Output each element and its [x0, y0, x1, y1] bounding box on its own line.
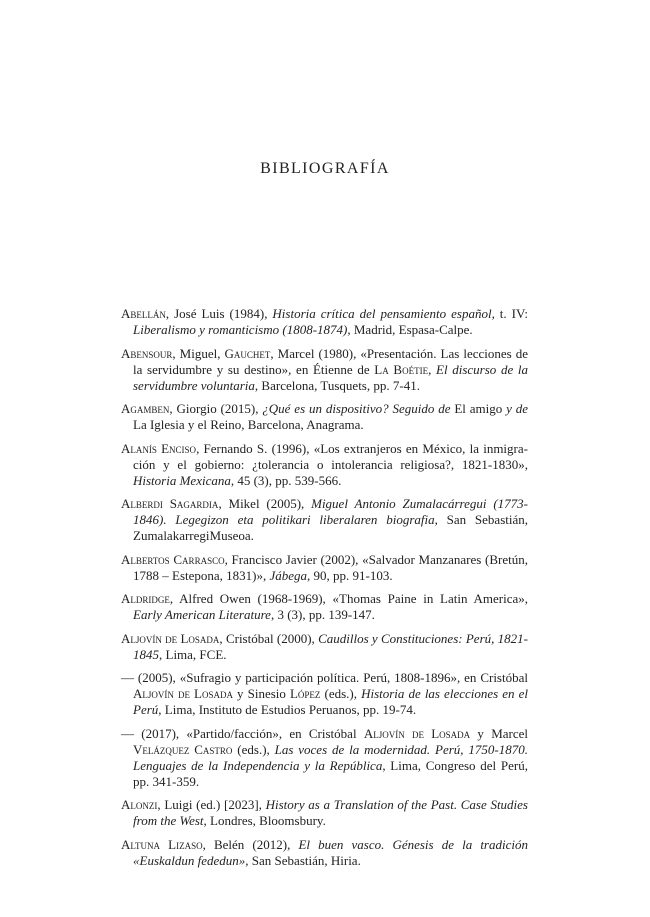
- author-name: Abensour: [121, 345, 173, 361]
- bibliography-entry: [121, 797, 528, 829]
- entry-text: , Francisco Javier (2002), «Salvador Manzanares (Bretún, 1788 – Estepona, 1831)»,: [133, 551, 528, 583]
- entry-text: , Giorgio (2015),: [169, 401, 263, 416]
- bibliography-entry: [121, 631, 528, 663]
- entry-text: La Iglesia y el Reino, Barcelona, Anagrama.: [133, 417, 364, 432]
- bibliography-entry: [121, 670, 528, 718]
- work-title: El discurso de la servidumbre voluntaria: [133, 361, 528, 393]
- bibliography-entry: [121, 346, 528, 394]
- bibliography-entry: [121, 441, 528, 489]
- entry-text: , Luigi (ed.) [2023],: [157, 797, 266, 812]
- page-title: BIBLIOGRAFÍA: [260, 160, 390, 177]
- entry-text: t. IV:: [494, 306, 528, 321]
- entry-text: , Fernando S. (1996), «Los extranjeros en México, la inmigración y el gobierno: ¿tolerancia o intolerancia religiosa?, 1821-1830»,: [133, 440, 528, 472]
- author-name: Velázquez Castro: [133, 741, 233, 757]
- entry-text: , San Sebastián, Hiria.: [245, 852, 361, 868]
- bibliography-entry: [121, 496, 528, 544]
- entry-text: , 3 (3), pp. 139-147.: [270, 607, 375, 622]
- author-name: Aljovín de Losada: [121, 630, 220, 646]
- entry-text: , José Luis (1984),: [165, 306, 273, 321]
- entry-text: ,: [428, 361, 436, 377]
- entry-text: , Marcel (1980), «Presentación. Las lecciones de la servidumbre y su destino», en Étienne de: [133, 345, 528, 377]
- entry-text: (eds.),: [232, 741, 275, 757]
- entry-text: , Lima, Instituto de Estudios Peruanos, pp. 19-74.: [158, 702, 417, 717]
- entry-text: , 45 (3), pp. 539-566.: [230, 472, 342, 488]
- work-title: Early American Literature: [133, 607, 271, 622]
- entry-text: , San Sebastián, ZumalakarregiMuseoa.: [133, 512, 528, 543]
- bibliography-entry: [121, 401, 528, 433]
- work-title: El buen vasco. Génesis de la tradición «Euskaldun fededun»: [133, 836, 528, 868]
- entry-text: , Lima, Congreso del Perú, pp. 341-359.: [133, 757, 528, 789]
- work-title: y de: [506, 401, 528, 416]
- entry-text: — (2017), «Partido/facción», en Cristóbal: [121, 725, 364, 741]
- entry-text: , Alfred Owen (1968-1969), «Thomas Paine in Latin America»,: [169, 591, 528, 606]
- bibliography-entry: [121, 552, 528, 584]
- bibliography-entry: [121, 306, 528, 338]
- work-title: Jábega: [269, 567, 308, 583]
- entry-text: , Lima, FCE.: [159, 646, 227, 662]
- entry-text: y Marcel: [470, 725, 529, 741]
- bibliography-list: [121, 306, 528, 876]
- entry-text: — (2005), «Sufragio y participación política. Perú, 1808-1896», en Cristóbal: [121, 670, 528, 685]
- entry-text: y Sinesio: [232, 686, 290, 701]
- author-name: Alanís Enciso: [121, 440, 197, 456]
- author-name: Altuna Lizaso: [121, 836, 203, 852]
- work-title: Historia Mexicana: [133, 472, 231, 488]
- entry-text: , Mikel (2005),: [218, 496, 312, 511]
- author-name: Albertos Carrasco: [121, 551, 225, 567]
- work-title: Historia crítica del pensamiento español,: [272, 306, 495, 321]
- author-name: Aljovín de Losada: [363, 725, 471, 741]
- author-name: Aldridge: [121, 591, 170, 606]
- work-title: Las voces de la modernidad. Perú, 1750-1870. Lenguajes de la Independencia y la República: [133, 741, 528, 773]
- entry-text: , Londres, Bloomsbury.: [203, 813, 326, 828]
- author-name: Aljovín de Losada: [133, 686, 233, 701]
- work-title: Miguel Antonio Zumalacárregui (1773-1846). Legegizon eta politikari liberalaren biografia: [133, 496, 528, 527]
- author-name: López: [289, 686, 321, 701]
- bibliography-entry: [121, 837, 528, 869]
- entry-text: (eds.),: [320, 686, 362, 701]
- author-name: Gauchet: [224, 345, 271, 361]
- entry-text: , 90, pp. 91-103.: [307, 567, 393, 583]
- entry-text: El amigo: [450, 401, 507, 416]
- entry-text: , Cristóbal (2000),: [219, 630, 319, 646]
- entry-text: , Belén (2012),: [202, 836, 299, 852]
- work-title: Liberalismo y romanticismo (1808-1874),: [133, 322, 351, 337]
- entry-text: , Miguel,: [172, 345, 225, 361]
- bibliography-entry: [121, 726, 528, 790]
- work-title: Historia de las elecciones en el Perú: [133, 686, 528, 717]
- work-title: History as a Translation of the Past. Case Studies from the West: [133, 797, 528, 828]
- work-title: Caudillos y Constituciones: Perú, 1821-1845: [133, 630, 529, 662]
- author-name: Abellán: [121, 306, 166, 321]
- author-name: La Boétie: [374, 361, 429, 377]
- entry-text: , Barcelona, Tusquets, pp. 7-41.: [254, 377, 420, 393]
- bibliography-entry: [121, 591, 528, 623]
- author-name: Alonzi: [121, 797, 158, 812]
- author-name: Agamben: [121, 401, 170, 416]
- entry-text: Madrid, Espasa-Calpe.: [350, 322, 473, 337]
- author-name: Alberdi Sagardia: [121, 496, 219, 511]
- work-title: ¿Qué es un dispositivo? Seguido de: [262, 401, 451, 416]
